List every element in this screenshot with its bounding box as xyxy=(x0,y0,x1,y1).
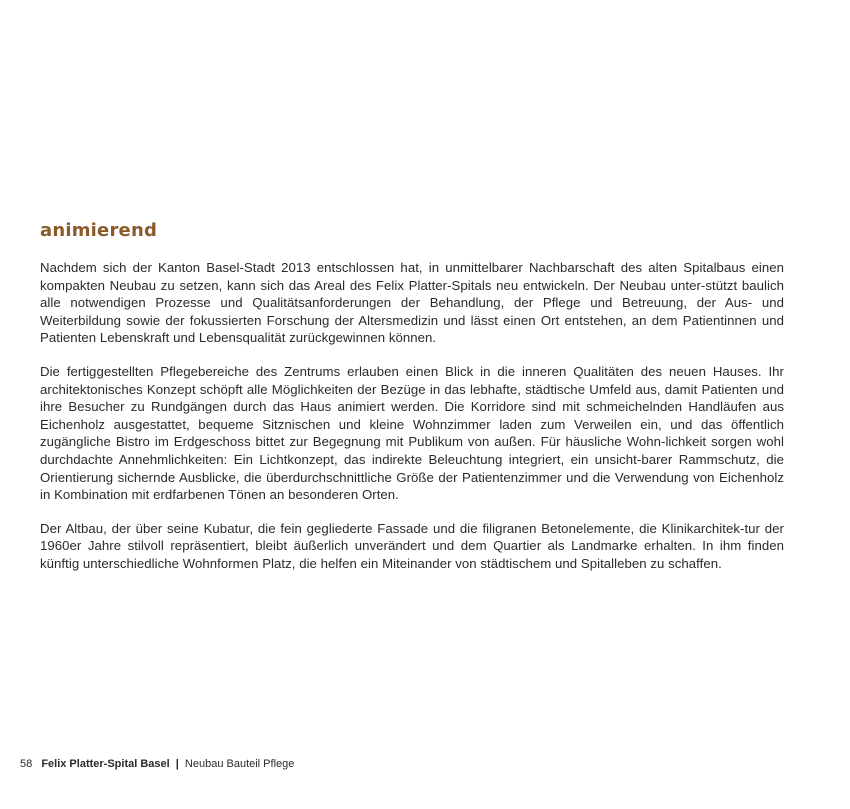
page-number: 58 xyxy=(20,758,33,770)
paragraph-3: Der Altbau, der über seine Kubatur, die fein gegliederte Fassade und die filigranen Betonelemente, die Klinikarchitek-tur der 1960er Jahre stilvoll repräsentiert, bleibt äußerlich unverändert und dem Quartier als Landmarke erhalten. In ihm finden künftig unterschiedliche Wohnformen Platz, die helfen ein Miteinander von städtischem und Spitalleben zu schaffen. xyxy=(40,520,784,571)
footer-divider: | xyxy=(175,758,179,770)
footer-subtitle: Neubau Bauteil Pflege xyxy=(184,758,295,770)
footer-title: Felix Platter-Spital Basel xyxy=(41,758,170,770)
paragraph-2: Die fertiggestellten Pflegebereiche des Zentrums erlauben einen Blick in die inneren Qualitäten des neuen Hauses. Ihr architektonisches Konzept schöpft alle Möglichkeiten der Bezüge in das lebhafte, städtische Umfeld aus, damit Patienten und ihre Besucher zu Rundgängen durch das Haus animiert werden. Die Korridore sind mit schmeichelnden Handläufen aus Eichenholz ausgestattet, bequeme Sitznischen und kleine Wohnzimmer laden zum Verweilen ein, und das öffentlich zugängliche Bistro im Erdgeschoss bittet zur Begegnung mit Publikum von außen. Für häusliche Wohn-lichkeit sorgen wohl durchdachte Annehmlichkeiten: Ein Lichtkonzept, das indirekte Beleuchtung integriert, ein unsicht-barer Rammschutz, die Orientierung sichernde Ausblicke, die überdurchschnittliche Größe der Patientenzimmer und die Verwendung von Eichenholz in Kombination mit erdfarbenen Tönen an besonderen Orten. xyxy=(40,363,784,503)
page-footer xyxy=(20,757,294,771)
section-heading: animierend xyxy=(40,220,158,241)
body-text xyxy=(40,259,784,589)
paragraph-1: Nachdem sich der Kanton Basel-Stadt 2013 entschlossen hat, in unmittelbarer Nachbarschaft des alten Spitalbaus einen kompakten Neubau zu setzen, kann sich das Areal des Felix Platter-Spitals neu entwickeln. Der Neubau unter-stützt baulich alle notwendigen Prozesse und Qualitätsanforderungen der Behandlung, der Pflege und Betreuung, der Aus- und Weiterbildung sowie der fokussierten Forschung der Altersmedizin und lässt einen Ort entstehen, an dem Patientinnen und Patienten Lebenskraft und Lebensqualität zurückgewinnen können. xyxy=(40,260,784,346)
